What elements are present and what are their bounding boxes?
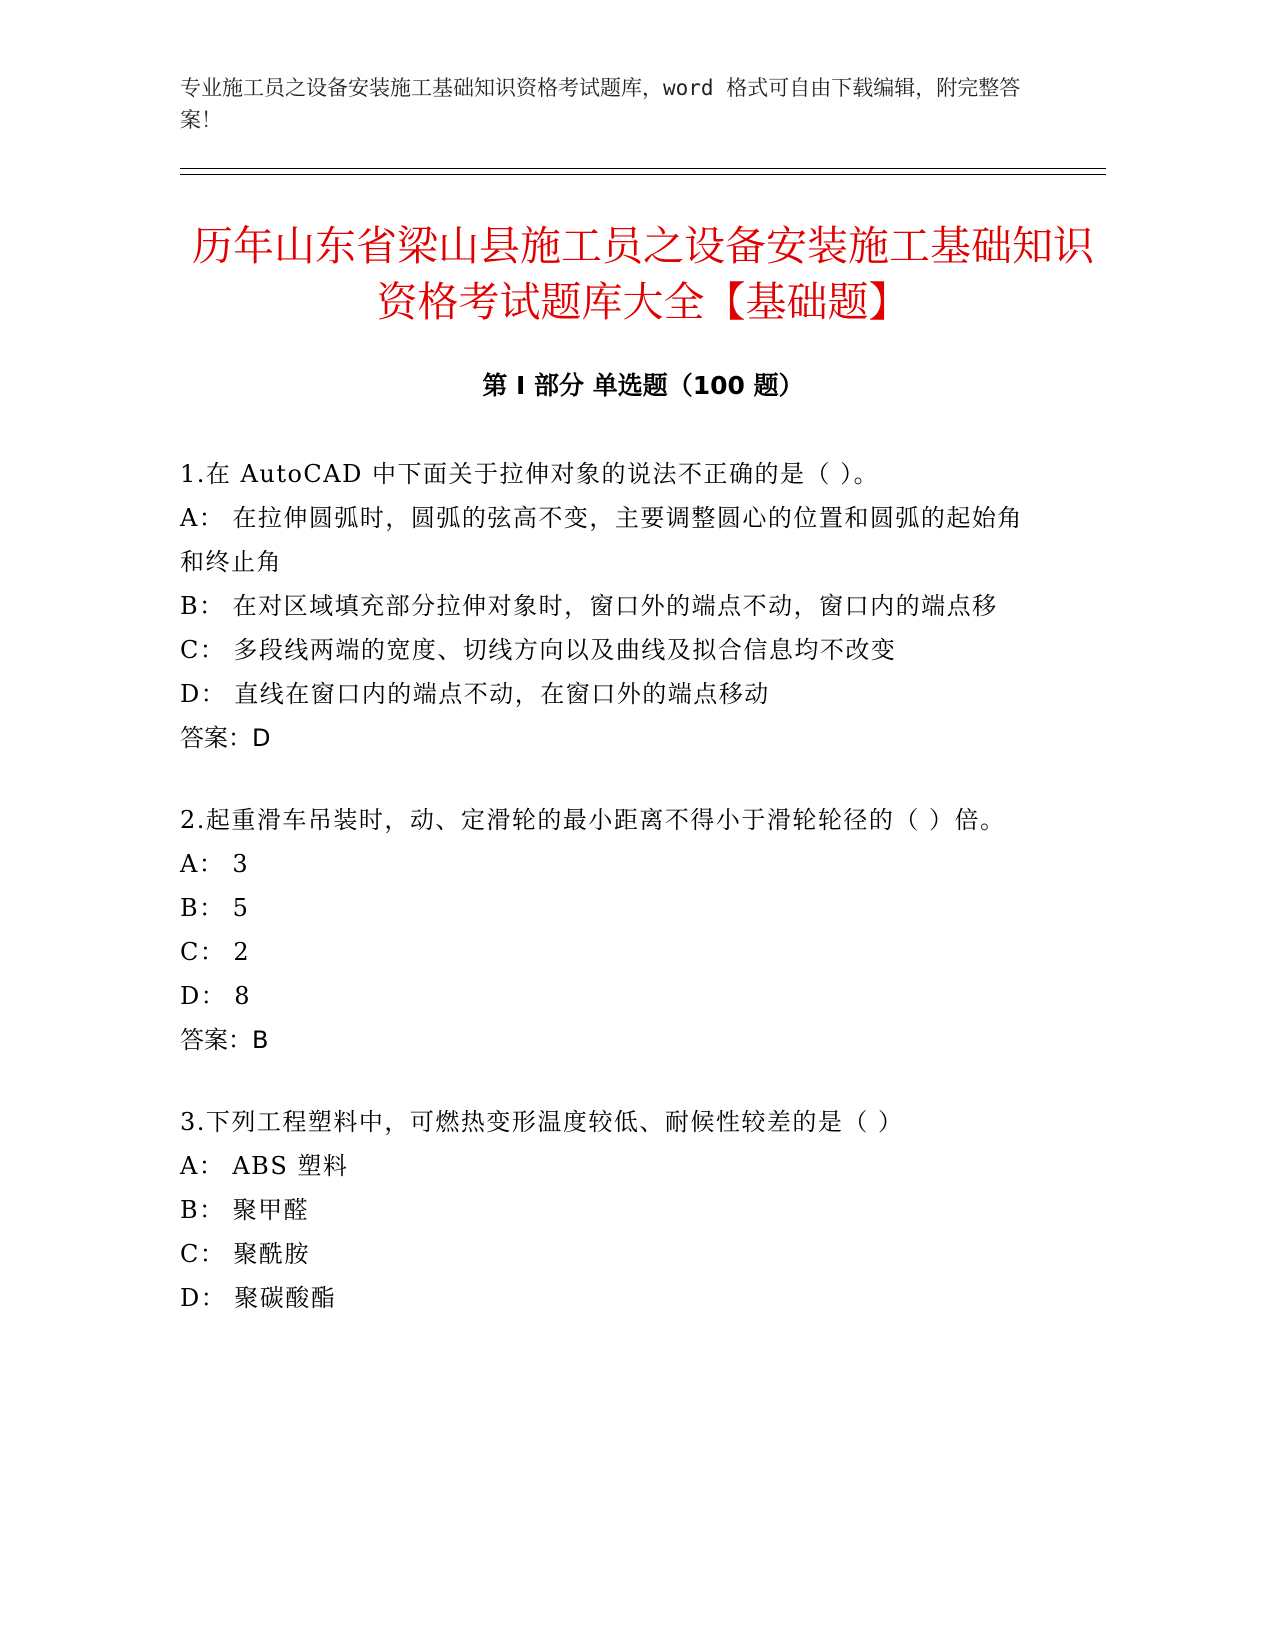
option-key: B： bbox=[180, 1196, 225, 1224]
question-stem: 2.起重滑车吊装时，动、定滑轮的最小距离不得小于滑轮轮径的（ ）倍。 bbox=[180, 806, 1006, 834]
option-a bbox=[180, 842, 1030, 886]
question-stem: 3.下列工程塑料中，可燃热变形温度较低、耐候性较差的是（ ） bbox=[180, 1108, 904, 1136]
option-key: D： bbox=[180, 982, 227, 1010]
option-key: D： bbox=[180, 680, 227, 708]
option-text: 2 bbox=[233, 938, 251, 966]
option-key: C： bbox=[180, 636, 226, 664]
option-d bbox=[180, 974, 1030, 1018]
option-text: 多段线两端的宽度、切线方向以及曲线及拟合信息均不改变 bbox=[233, 636, 897, 664]
question-list bbox=[180, 452, 1030, 1358]
option-text: 3 bbox=[232, 850, 250, 878]
option-text: 8 bbox=[234, 982, 252, 1010]
option-text: 聚甲醛 bbox=[232, 1196, 310, 1224]
option-b bbox=[180, 886, 1030, 930]
option-c bbox=[180, 930, 1030, 974]
section-title: 第 I 部分 单选题（100 题） bbox=[482, 371, 804, 400]
option-b bbox=[180, 1188, 1030, 1232]
answer: 答案：D bbox=[180, 724, 271, 752]
option-a bbox=[180, 496, 1030, 584]
question-2 bbox=[180, 798, 1030, 1062]
option-text: 直线在窗口内的端点不动，在窗口外的端点移动 bbox=[234, 680, 770, 708]
option-text: 聚酰胺 bbox=[233, 1240, 310, 1268]
option-text: 聚碳酸酯 bbox=[234, 1284, 337, 1312]
option-key: A： bbox=[180, 1152, 225, 1180]
option-text: 在对区域填充部分拉伸对象时，窗口外的端点不动，窗口内的端点移 bbox=[232, 592, 998, 620]
header-rule-top bbox=[180, 168, 1106, 169]
option-d bbox=[180, 672, 1030, 716]
option-text: 在拉伸圆弧时，圆弧的弦高不变，主要调整圆心的位置和圆弧的起始角和终止角 bbox=[180, 504, 1023, 576]
option-d bbox=[180, 1276, 1030, 1320]
question-stem: 1.在 AutoCAD 中下面关于拉伸对象的说法不正确的是（ ）。 bbox=[180, 460, 880, 488]
option-a bbox=[180, 1144, 1030, 1188]
option-key: B： bbox=[180, 592, 225, 620]
option-key: A： bbox=[180, 850, 225, 878]
question-3 bbox=[180, 1100, 1030, 1320]
document-title: 历年山东省梁山县施工员之设备安装施工基础知识资格考试题库大全【基础题】 bbox=[192, 222, 1094, 326]
option-key: D： bbox=[180, 1284, 227, 1312]
option-c bbox=[180, 628, 1030, 672]
header-note: 专业施工员之设备安装施工基础知识资格考试题库，word 格式可自由下载编辑，附完整答案！ bbox=[180, 76, 1021, 132]
option-text: 5 bbox=[232, 894, 250, 922]
option-key: C： bbox=[180, 1240, 226, 1268]
option-c bbox=[180, 1232, 1030, 1276]
option-key: A： bbox=[180, 504, 225, 532]
question-1 bbox=[180, 452, 1030, 760]
option-key: C： bbox=[180, 938, 226, 966]
option-b bbox=[180, 584, 1030, 628]
header-rule-bottom bbox=[180, 174, 1106, 175]
option-key: B： bbox=[180, 894, 225, 922]
option-text: ABS 塑料 bbox=[232, 1152, 349, 1180]
answer: 答案：B bbox=[180, 1026, 269, 1054]
